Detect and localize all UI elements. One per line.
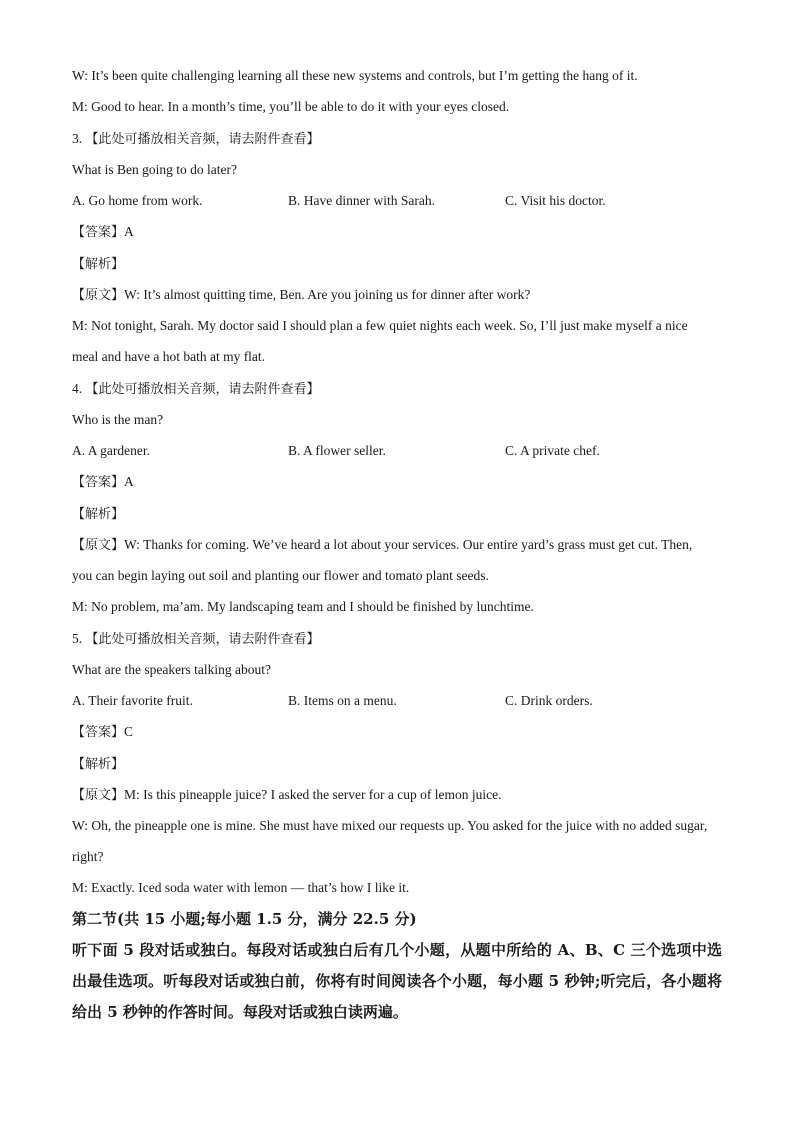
transcript-line: W: It’s been quite challenging learning all these new systems and controls, but I’m getting the hang of it. bbox=[72, 68, 638, 83]
transcript-line: right? bbox=[72, 849, 104, 864]
transcript-line: you can begin laying out soil and planting our flower and tomato plant seeds. bbox=[72, 568, 489, 583]
option-c: C. A private chef. bbox=[505, 443, 600, 458]
transcript-line: W: Thanks for coming. We’ve heard a lot about your services. Our entire yard’s grass must get cut. Then, bbox=[124, 537, 693, 552]
transcript-label: 【原文】 bbox=[72, 788, 125, 803]
transcript-row bbox=[72, 286, 530, 305]
option-a: A. Their favorite fruit. bbox=[72, 693, 193, 708]
option-b: B. Have dinner with Sarah. bbox=[288, 193, 435, 208]
question-3-header bbox=[72, 130, 320, 149]
option-a: A. Go home from work. bbox=[72, 193, 203, 208]
audio-note: 【此处可播放相关音频，请去附件查看】 bbox=[85, 382, 320, 397]
question-5-header bbox=[72, 630, 320, 649]
option-b: B. A flower seller. bbox=[288, 443, 386, 458]
transcript-line: W: It’s almost quitting time, Ben. Are you joining us for dinner after work? bbox=[124, 287, 531, 302]
answer-label: 【答案】 bbox=[72, 475, 125, 490]
transcript-line: M: Not tonight, Sarah. My doctor said I should plan a few quiet nights each week. So, I’ll just make myself a nice bbox=[72, 318, 688, 333]
section-instructions: 听下面 5 段对话或独白。每段对话或独白后有几个小题，从题中所给的 A、B、C 三个选项中选出最佳选项。听每段对话或独白前，你将有时间阅读各个小题，每小题 5 秒钟;听完后，各小题将给出 5 秒钟的作答时间。每段对话或独白读两遍。 bbox=[72, 941, 722, 1021]
answer-row bbox=[72, 723, 133, 742]
audio-note: 【此处可播放相关音频，请去附件查看】 bbox=[85, 132, 320, 147]
audio-note: 【此处可播放相关音频，请去附件查看】 bbox=[85, 632, 320, 647]
transcript-line: W: Oh, the pineapple one is mine. She must have mixed our requests up. You asked for the juice with no added sugar, bbox=[72, 818, 708, 833]
question-prompt: What are the speakers talking about? bbox=[72, 662, 272, 677]
answer-label: 【答案】 bbox=[72, 225, 125, 240]
answer-value: A bbox=[124, 224, 134, 239]
transcript-line: M: Good to hear. In a month’s time, you’ll be able to do it with your eyes closed. bbox=[72, 99, 510, 114]
section-title: 第二节(共 15 小题;每小题 1.5 分，满分 22.5 分) bbox=[72, 910, 417, 928]
transcript-label: 【原文】 bbox=[72, 538, 125, 553]
answer-label: 【答案】 bbox=[72, 725, 125, 740]
answer-row bbox=[72, 473, 134, 492]
question-4-header bbox=[72, 380, 320, 399]
option-a: A. A gardener. bbox=[72, 443, 150, 458]
question-number: 3. bbox=[72, 131, 83, 146]
transcript-row bbox=[72, 536, 692, 555]
transcript-line: M: Is this pineapple juice? I asked the server for a cup of lemon juice. bbox=[124, 787, 502, 802]
transcript-line: M: Exactly. Iced soda water with lemon — that’s how I like it. bbox=[72, 880, 410, 895]
option-c: C. Visit his doctor. bbox=[505, 193, 606, 208]
question-number: 4. bbox=[72, 381, 83, 396]
transcript-line: meal and have a hot bath at my flat. bbox=[72, 349, 266, 364]
analysis-label: 【解析】 bbox=[72, 507, 125, 522]
question-number: 5. bbox=[72, 631, 83, 646]
question-prompt: Who is the man? bbox=[72, 412, 164, 427]
answer-value: C bbox=[124, 724, 134, 739]
transcript-row bbox=[72, 786, 502, 805]
answer-value: A bbox=[124, 474, 134, 489]
analysis-label: 【解析】 bbox=[72, 757, 125, 772]
analysis-label: 【解析】 bbox=[72, 257, 125, 272]
answer-row bbox=[72, 223, 134, 242]
option-b: B. Items on a menu. bbox=[288, 693, 397, 708]
transcript-line: M: No problem, ma’am. My landscaping team and I should be finished by lunchtime. bbox=[72, 599, 534, 614]
transcript-label: 【原文】 bbox=[72, 288, 125, 303]
option-c: C. Drink orders. bbox=[505, 693, 593, 708]
question-prompt: What is Ben going to do later? bbox=[72, 162, 237, 177]
